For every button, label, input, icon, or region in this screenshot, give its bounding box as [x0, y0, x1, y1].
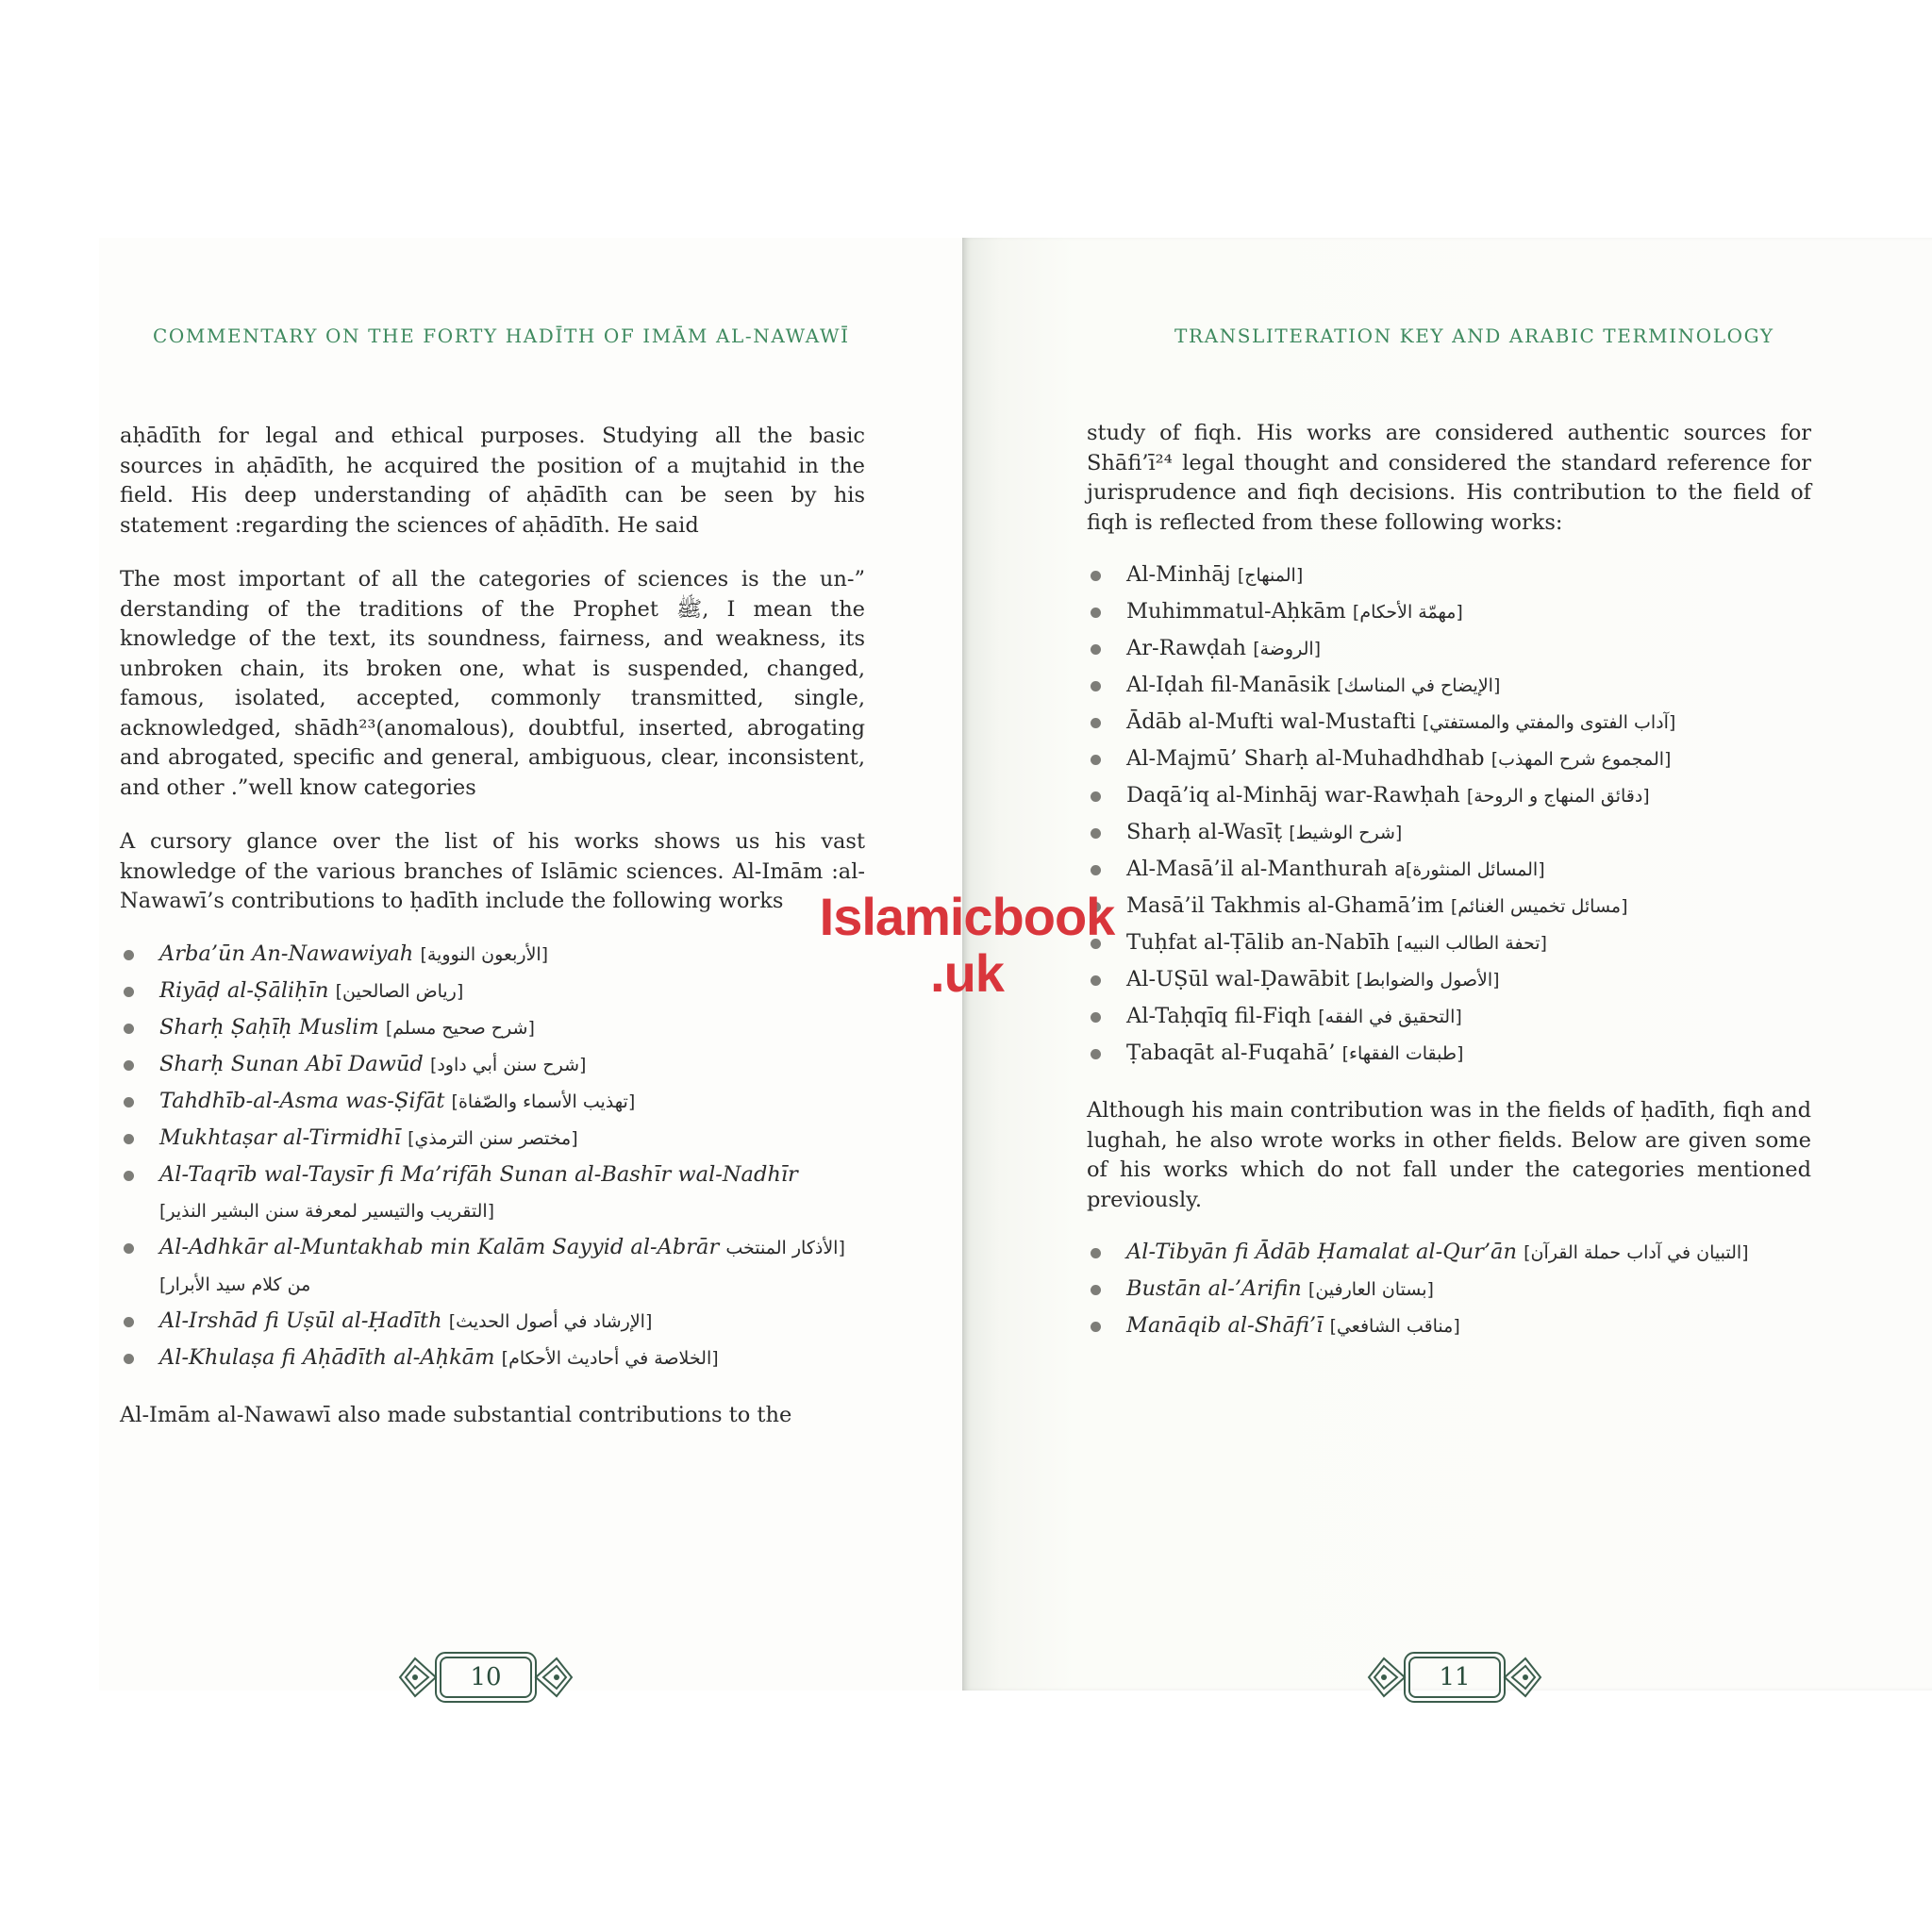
list-item — [120, 1157, 865, 1229]
list-item — [1087, 741, 1811, 777]
list-item — [1087, 667, 1811, 704]
work-arabic: [شرح صحيح مسلم] — [385, 1017, 535, 1039]
work-arabic: [آداب الفتوى والمفتي والمستفتي] — [1422, 712, 1676, 733]
work-arabic: [الأصول والضوابط] — [1356, 970, 1500, 991]
list-item — [1087, 814, 1811, 851]
work-title: Ādāb al-Mufti wal-Mustafti — [1126, 709, 1416, 734]
bullet-icon — [1091, 608, 1101, 618]
bullet-icon — [1091, 865, 1101, 875]
list-item — [1087, 851, 1811, 888]
work-arabic: [الأربعون النووية] — [420, 943, 549, 965]
list-item — [120, 1046, 865, 1083]
paragraph: A cursory glance over the list of his works shows us his vast knowledge of the various branches of Islāmic sciences. Al-Imām :al-Nawawī’s contributions to ḥadīth include the following works — [120, 829, 865, 913]
work-title: Tahdhīb-al-Asma was-Ṣifāt — [159, 1088, 445, 1113]
bullet-icon — [1091, 791, 1101, 802]
watermark-line: .uk — [930, 943, 1004, 1003]
paragraph: study of fiqh. His works are considered authentic sources for Shāfi’ī²⁴ legal thought and considered the standard reference for jurisprudence and fiqh decisions. His contribution to the field of fiqh is reflected from these following works: — [1087, 421, 1811, 535]
work-title: Sharḥ al-Wasīṭ — [1126, 820, 1283, 844]
right-text-column — [1087, 419, 1811, 1367]
work-arabic: [شرح سنن أبي داود] — [429, 1054, 587, 1075]
work-arabic: [المنهاج] — [1237, 565, 1304, 586]
bullet-icon — [124, 1024, 134, 1034]
work-arabic: [الإيضاح في المناسك] — [1337, 675, 1501, 696]
list-item — [1087, 1271, 1811, 1307]
list-item — [1087, 924, 1811, 961]
paragraph: Although his main contribution was in the fields of ḥadīth, fiqh and lughah, he also wrote works in other fields. Below are given some of his works which do not fall under the categories mentioned previously. — [1087, 1098, 1811, 1212]
work-title: Masā’il Takhmis al-Ghamā’im — [1126, 893, 1444, 918]
bullet-icon — [1091, 644, 1101, 655]
work-title: Al-Adhkār al-Muntakhab min Kalām Sayyid al-Abrār — [159, 1234, 720, 1259]
work-arabic: [الأذكار المنتخب من كلام سيد الأبرار] — [159, 1237, 845, 1295]
list-item — [1087, 1035, 1811, 1072]
list-item — [1087, 557, 1811, 593]
list-item — [1087, 777, 1811, 814]
work-title: Muhimmatul-Aḥkām — [1126, 599, 1346, 624]
work-title: Mukhtaṣar al-Tirmidhī — [159, 1124, 401, 1150]
work-title: Al-Majmū’ Sharḥ al-Muhadhdhab — [1126, 746, 1485, 771]
work-arabic: [شرح الوشيط] — [1289, 823, 1403, 843]
work-title: Ar-Rawḍah — [1126, 636, 1247, 660]
quotation-paragraph: The most important of all the categories of sciences is the un-” derstanding of the traditions of the Prophet ﷺ, I mean the knowledge of the text, its soundness, fairness, and weakness, its unbroken chain, its broken one, what is suspended, changed, famous, isolated, accepted, commonly transmitted, single, acknowledged, shādh²³(anomalous), doubtful, inserted, abrogating and abrogated, specific and general, ambiguous, clear, inconsistent, and other .”well know categories — [120, 567, 866, 800]
bullet-icon — [124, 1171, 134, 1181]
work-arabic: [تحفة الطالب النبيه] — [1396, 933, 1547, 954]
work-title: Al-Irshād fi Uṣūl al-Ḥadīth — [159, 1307, 442, 1333]
list-item — [1087, 998, 1811, 1035]
work-title: Daqā’iq al-Minhāj war-Rawḥah — [1126, 783, 1460, 808]
bullet-icon — [1091, 1322, 1101, 1332]
work-arabic: [بستان العارفين] — [1307, 1279, 1434, 1300]
bullet-icon — [124, 950, 134, 960]
work-arabic: [الخلاصة في أحاديث الأحكام] — [501, 1347, 719, 1369]
work-arabic: [مختصر سنن الترمذي] — [408, 1127, 578, 1149]
work-title: Sharḥ Sunan Abī Dawūd — [159, 1051, 424, 1076]
list-item — [120, 1229, 865, 1303]
work-arabic: [دقائق المنهاج و الروحة] — [1466, 786, 1650, 807]
work-title: Sharḥ Ṣaḥīḥ Muslim — [159, 1014, 379, 1040]
watermark — [797, 889, 1137, 1002]
work-arabic: [تهذيب الأسماء والصّفاة] — [451, 1091, 636, 1112]
work-arabic: [التقريب والتيسير لمعرفة سنن البشير النذير] — [159, 1200, 495, 1222]
work-title: Tuḥfat al-Ṭālib an-Nabīh — [1126, 930, 1391, 955]
bullet-icon — [1091, 1049, 1101, 1059]
work-title: Al-Taḥqīq fil-Fiqh — [1126, 1004, 1312, 1028]
work-title: Arba’ūn An-Nawawiyah — [159, 941, 414, 966]
work-arabic: [مناقب الشافعي] — [1329, 1316, 1460, 1337]
page-number: 11 — [1439, 1663, 1471, 1691]
bullet-icon — [124, 1317, 134, 1327]
list-item — [120, 1009, 865, 1046]
page-number-ornament — [1365, 1647, 1544, 1707]
bullet-icon — [124, 1060, 134, 1071]
other-works-list — [1087, 1234, 1811, 1344]
bullet-icon — [1091, 1285, 1101, 1295]
work-title: Al-Iḍah fil-Manāsik — [1126, 673, 1330, 697]
list-item — [1087, 961, 1811, 998]
work-arabic: [مهمّة الأحكام] — [1352, 602, 1463, 623]
work-arabic: [المجموع شرح المهذب] — [1491, 749, 1672, 770]
bullet-icon — [1091, 718, 1101, 728]
work-arabic: [طبقات الفقهاء] — [1341, 1043, 1464, 1064]
work-title: Al-Minhāj — [1126, 562, 1231, 587]
list-item — [1087, 888, 1811, 924]
left-text-column — [120, 422, 865, 1443]
work-title: Al-Taqrīb wal-Taysīr fi Ma’rifāh Sunan al-Bashīr wal-Nadhīr — [159, 1161, 798, 1187]
page-number-ornament — [396, 1647, 575, 1707]
work-title: Al-UṢūl wal-Ḍawābit — [1126, 967, 1350, 991]
list-item — [120, 973, 865, 1009]
bullet-icon — [124, 1243, 134, 1254]
bullet-icon — [1091, 571, 1101, 581]
work-arabic: [الروضة] — [1253, 639, 1322, 659]
list-item — [1087, 630, 1811, 667]
bullet-icon — [1091, 755, 1101, 765]
work-title: Riyāḍ al-Ṣāliḥīn — [159, 977, 329, 1003]
work-title: Al-Tibyān fi Ādāb Ḥamalat al-Qur’ān — [1126, 1240, 1517, 1264]
bullet-icon — [1091, 681, 1101, 691]
bullet-icon — [124, 987, 134, 997]
bullet-icon — [124, 1354, 134, 1364]
list-item — [1087, 704, 1811, 741]
work-title: Al-Masā’il al-Manthurah — [1126, 857, 1388, 881]
hadith-works-list — [120, 936, 865, 1376]
list-item — [1087, 1307, 1811, 1344]
list-item — [120, 1340, 865, 1376]
list-item — [1087, 593, 1811, 630]
work-title: Ṭabaqāt al-Fuqahā’ — [1126, 1041, 1336, 1065]
work-arabic: [التحقيق في الفقه] — [1318, 1007, 1462, 1027]
closing-line: Al-Imām al-Nawawī also made substantial contributions to the — [120, 1402, 792, 1427]
list-item — [120, 1083, 865, 1120]
watermark-line: Islamicbook — [819, 887, 1115, 946]
page-number: 10 — [470, 1663, 502, 1691]
list-item — [120, 1120, 865, 1157]
work-arabic: [مسائل تخميس الغنائم] — [1450, 896, 1628, 917]
work-arabic: [التبيان في آداب حملة القرآن] — [1524, 1242, 1749, 1263]
running-head: TRANSLITERATION KEY AND ARABIC TERMINOLOGY — [1174, 325, 1774, 347]
bullet-icon — [1091, 1248, 1101, 1258]
running-head: COMMENTARY ON THE FORTY HADĪTH OF IMĀM AL-NAWAWĪ — [153, 325, 850, 347]
work-title: Al-Khulaṣa fi Aḥādīth al-Aḥkām — [159, 1344, 495, 1370]
work-title: Bustān al-’Arifin — [1126, 1276, 1302, 1301]
work-arabic: [المسائل المنثورة]a — [1394, 859, 1545, 880]
list-item — [120, 1303, 865, 1340]
work-title: Manāqib al-Shāfi’ī — [1126, 1313, 1324, 1338]
bullet-icon — [124, 1134, 134, 1144]
paragraph: aḥādīth for legal and ethical purposes. Studying all the basic sources in aḥādīth, he acquired the position of a mujtahid in the field. His deep understanding of aḥādīth can be seen by his statement :regarding the sciences of aḥādīth. He said — [120, 424, 865, 538]
bullet-icon — [1091, 1012, 1101, 1023]
fiqh-works-list — [1087, 557, 1811, 1072]
bullet-icon — [1091, 828, 1101, 839]
work-arabic: [الإرشاد في أصول الحديث] — [448, 1310, 653, 1332]
list-item — [1087, 1234, 1811, 1271]
list-item — [120, 936, 865, 973]
work-arabic: [رياض الصالحين] — [335, 980, 464, 1002]
bullet-icon — [124, 1097, 134, 1108]
